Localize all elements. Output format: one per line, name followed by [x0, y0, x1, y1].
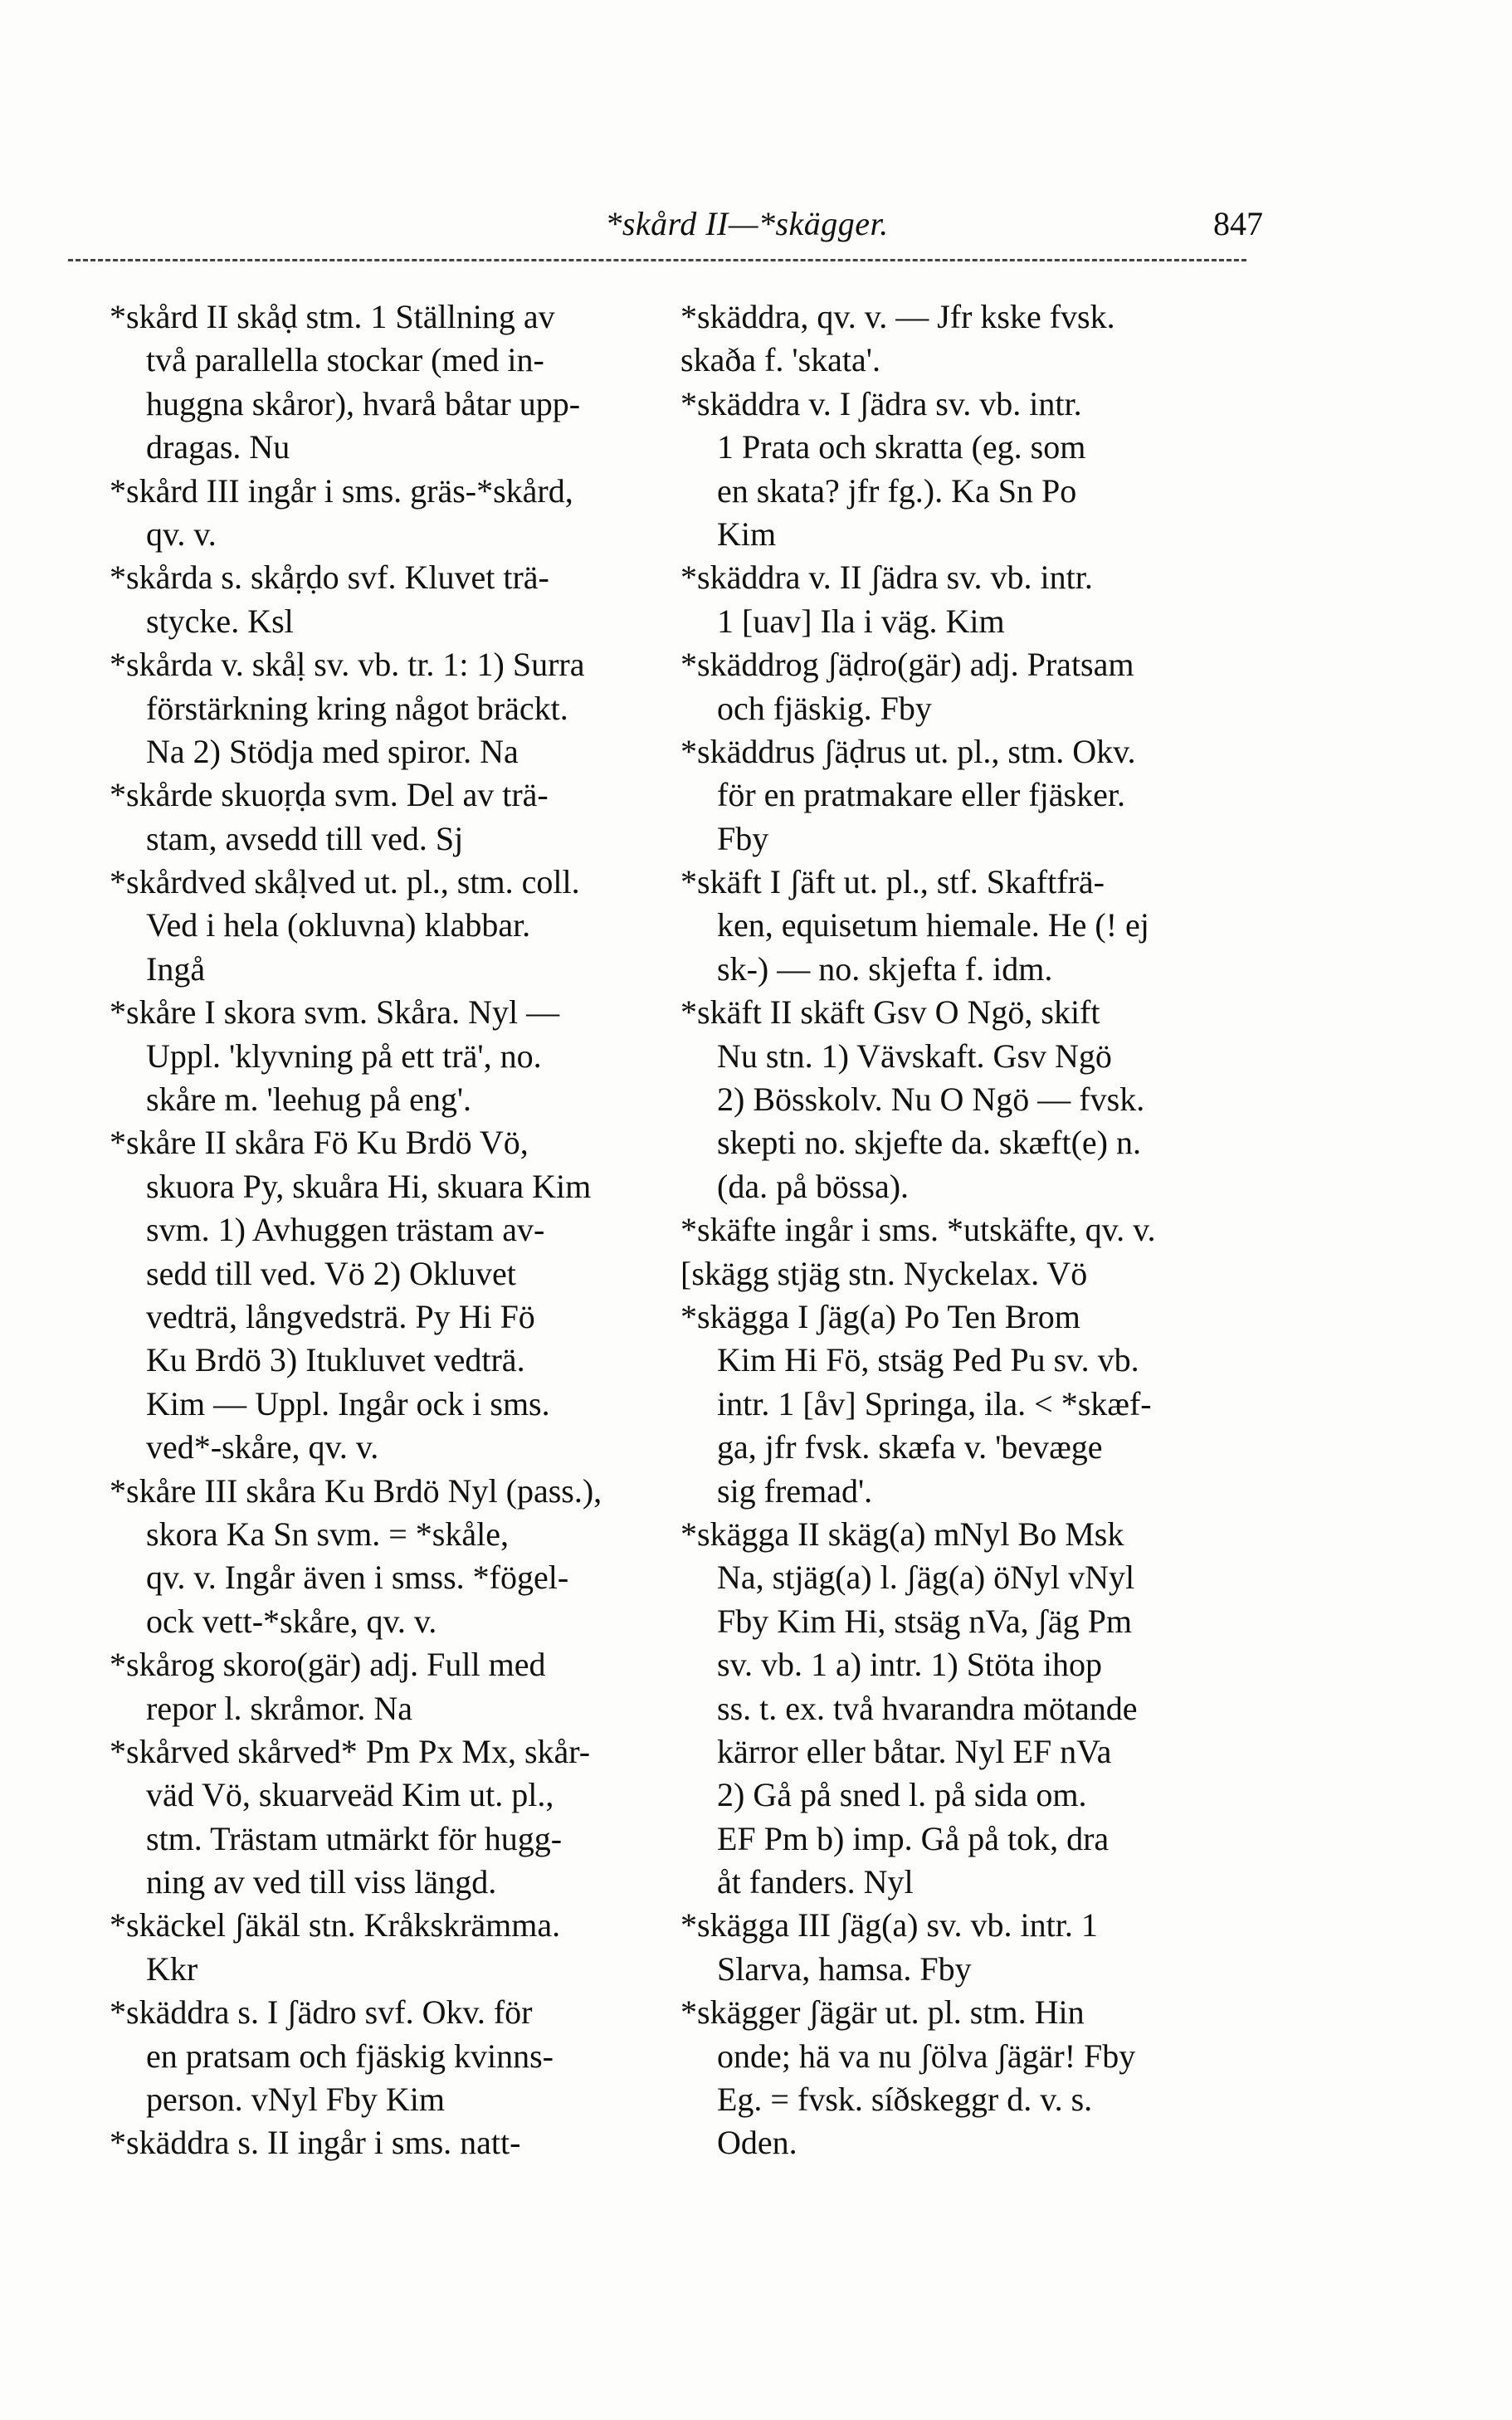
text-line: sk-) — no. skjefta f. idm.: [717, 949, 1053, 988]
text-line: *skåre III skåra Ku Brdö Nyl (pass.),: [110, 1471, 602, 1510]
text-line: kärror eller båtar. Nyl EF nVa: [717, 1732, 1112, 1770]
text-line: ken, equisetum hiemale. He (! ej: [717, 906, 1149, 944]
text-line: Ved i hela (okluvna) klabbar.: [146, 906, 531, 944]
right-column: [680, 295, 1261, 2165]
text-line: och fjäskig. Fby: [717, 689, 932, 727]
text-line: Na, stjäg(a) l. ʃäg(a) öNyl vNyl: [717, 1559, 1135, 1597]
text-line: en pratsam och fjäskig kvinns-: [146, 2037, 554, 2075]
text-line: sedd till ved. Vö 2) Okluvet: [146, 1254, 516, 1292]
text-line: qv. v.: [146, 515, 217, 553]
text-line: *skägger ʃägär ut. pl. stm. Hin: [680, 1993, 1085, 2032]
text-line: skepti no. skjefte da. skæft(e) n.: [717, 1124, 1141, 1162]
text-line: *skägga I ʃäg(a) Po Ten Brom: [680, 1297, 1080, 1335]
text-line: *skäddra v. II ʃädra sv. vb. intr.: [680, 559, 1093, 597]
text-line: skaða f. 'skata'.: [680, 341, 880, 379]
text-line: Fby Kim Hi, stsäg nVa, ʃäg Pm: [717, 1602, 1132, 1640]
text-line: en skata? jfr fg.). Ka Sn Po: [717, 471, 1077, 510]
text-line: Eg. = fvsk. síðskeggr d. v. s.: [717, 2081, 1093, 2119]
text-line: repor l. skråmor. Na: [146, 1689, 413, 1727]
text-line: *skårde skuoṛḍa svm. Del av trä-: [110, 776, 549, 814]
text-line: *skäddra s. II ingår i sms. natt-: [110, 2124, 521, 2162]
text-line: Na 2) Stödja med spiror. Na: [146, 732, 519, 770]
text-line: huggna skåror), hvarå båtar upp-: [146, 384, 581, 422]
text-line: Kim: [717, 515, 777, 553]
text-line: sig fremad'.: [717, 1471, 873, 1510]
text-line: *skårdved skåḷved ut. pl., stm. coll.: [110, 863, 580, 901]
text-line: stycke. Ksl: [146, 602, 294, 640]
text-line: stm. Trästam utmärkt för hugg-: [146, 1819, 563, 1857]
text-line: skåre m. 'leehug på eng'.: [146, 1081, 472, 1119]
text-line: för en pratmakare eller fjäsker.: [717, 776, 1125, 814]
text-line: Fby: [717, 819, 769, 857]
text-line: Ingå: [146, 949, 206, 988]
text-line: förstärkning kring något bräckt.: [146, 689, 568, 727]
text-line: väd Vö, skuarveäd Kim ut. pl.,: [146, 1776, 554, 1814]
page-number: 847: [1213, 205, 1263, 242]
text-line: *skård III ingår i sms. gräs-*skård,: [110, 471, 573, 510]
text-line: *skäfte ingår i sms. *utskäfte, qv. v.: [680, 1211, 1156, 1249]
text-line: två parallella stockar (med in-: [146, 341, 544, 379]
text-line: Slarva, hamsa. Fby: [717, 1949, 972, 1988]
text-line: sv. vb. 1 a) intr. 1) Stöta ihop: [717, 1646, 1103, 1684]
text-line: ved*-skåre, qv. v.: [146, 1428, 379, 1466]
text-line: ock vett-*skåre, qv. v.: [146, 1602, 437, 1640]
running-head: *skård II—*skägger.: [605, 205, 889, 242]
text-line: *skäddra v. I ʃädra sv. vb. intr.: [680, 384, 1082, 422]
text-line: åt fanders. Nyl: [717, 1863, 914, 1901]
text-line: svm. 1) Avhuggen trästam av-: [146, 1211, 545, 1249]
text-line: Ku Brdö 3) Itukluvet vedträ.: [146, 1341, 525, 1379]
text-line: Kim — Uppl. Ingår ock i sms.: [146, 1384, 550, 1422]
text-line: *skäft II skäft Gsv O Ngö, skift: [680, 993, 1100, 1032]
text-line: *skårog skoro(gär) adj. Full med: [110, 1646, 546, 1684]
text-line: *skäft I ʃäft ut. pl., stf. Skaftfrä-: [680, 863, 1105, 901]
text-line: 1 Prata och skratta (eg. som: [717, 428, 1086, 466]
text-line: *skårda s. skåṛḍo svf. Kluvet trä-: [110, 559, 549, 597]
text-line: ning av ved till viss längd.: [146, 1863, 497, 1901]
text-line: 1 [uav] Ila i väg. Kim: [717, 602, 1005, 640]
text-line: *skäddra, qv. v. — Jfr kske fvsk.: [680, 298, 1115, 335]
text-line: *skåre I skora svm. Skåra. Nyl —: [110, 993, 560, 1032]
header-rule: [68, 259, 1246, 261]
text-line: Kkr: [146, 1949, 198, 1988]
text-line: [skägg stjäg stn. Nyckelax. Vö: [680, 1254, 1088, 1292]
text-line: onde; hä va nu ʃölva ʃägär! Fby: [717, 2037, 1136, 2075]
text-line: EF Pm b) imp. Gå på tok, dra: [717, 1819, 1110, 1857]
text-line: *skäddrus ʃäḍrus ut. pl., stm. Okv.: [680, 732, 1136, 770]
text-line: 2) Bösskolv. Nu O Ngö — fvsk.: [717, 1081, 1145, 1119]
text-line: stam, avsedd till ved. Sj: [146, 819, 464, 857]
text-line: Oden.: [717, 2124, 797, 2162]
text-line: *skäckel ʃäkäl stn. Kråkskrämma.: [110, 1906, 561, 1944]
text-line: *skård II skåḍ stm. 1 Ställning av: [110, 298, 555, 335]
text-line: *skägga II skäg(a) mNyl Bo Msk: [680, 1515, 1124, 1553]
text-line: *skårda v. skåḷ sv. vb. tr. 1: 1) Surra: [110, 646, 585, 684]
text-line: person. vNyl Fby Kim: [146, 2081, 445, 2119]
text-line: skuora Py, skuåra Hi, skuara Kim: [146, 1167, 592, 1205]
text-line: *skäddra s. I ʃädro svf. Okv. för: [110, 1993, 533, 2032]
text-line: Uppl. 'klyvning på ett trä', no.: [146, 1037, 542, 1075]
text-line: 2) Gå på sned l. på sida om.: [717, 1776, 1087, 1814]
text-line: (da. på bössa).: [717, 1167, 910, 1205]
text-line: Nu stn. 1) Vävskaft. Gsv Ngö: [717, 1037, 1112, 1075]
text-line: ss. t. ex. två hvarandra mötande: [717, 1689, 1138, 1727]
text-line: skora Ka Sn svm. = *skåle,: [146, 1515, 509, 1553]
text-line: ga, jfr fvsk. skæfa v. 'bevæge: [717, 1428, 1103, 1466]
text-line: *skäddrog ʃäḍro(gär) adj. Pratsam: [680, 646, 1134, 684]
text-line: intr. 1 [åv] Springa, ila. < *skæf-: [717, 1384, 1152, 1422]
text-line: *skåre II skåra Fö Ku Brdö Vö,: [110, 1124, 529, 1162]
text-line: Kim Hi Fö, stsäg Ped Pu sv. vb.: [717, 1341, 1139, 1379]
text-line: vedträ, långvedsträ. Py Hi Fö: [146, 1297, 535, 1335]
text-line: *skårved skårved* Pm Px Mx, skår-: [110, 1732, 591, 1770]
left-column: [110, 295, 690, 2165]
text-line: dragas. Nu: [146, 428, 290, 466]
text-line: qv. v. Ingår även i smss. *fögel-: [146, 1559, 569, 1597]
text-line: *skägga III ʃäg(a) sv. vb. intr. 1: [680, 1906, 1098, 1944]
